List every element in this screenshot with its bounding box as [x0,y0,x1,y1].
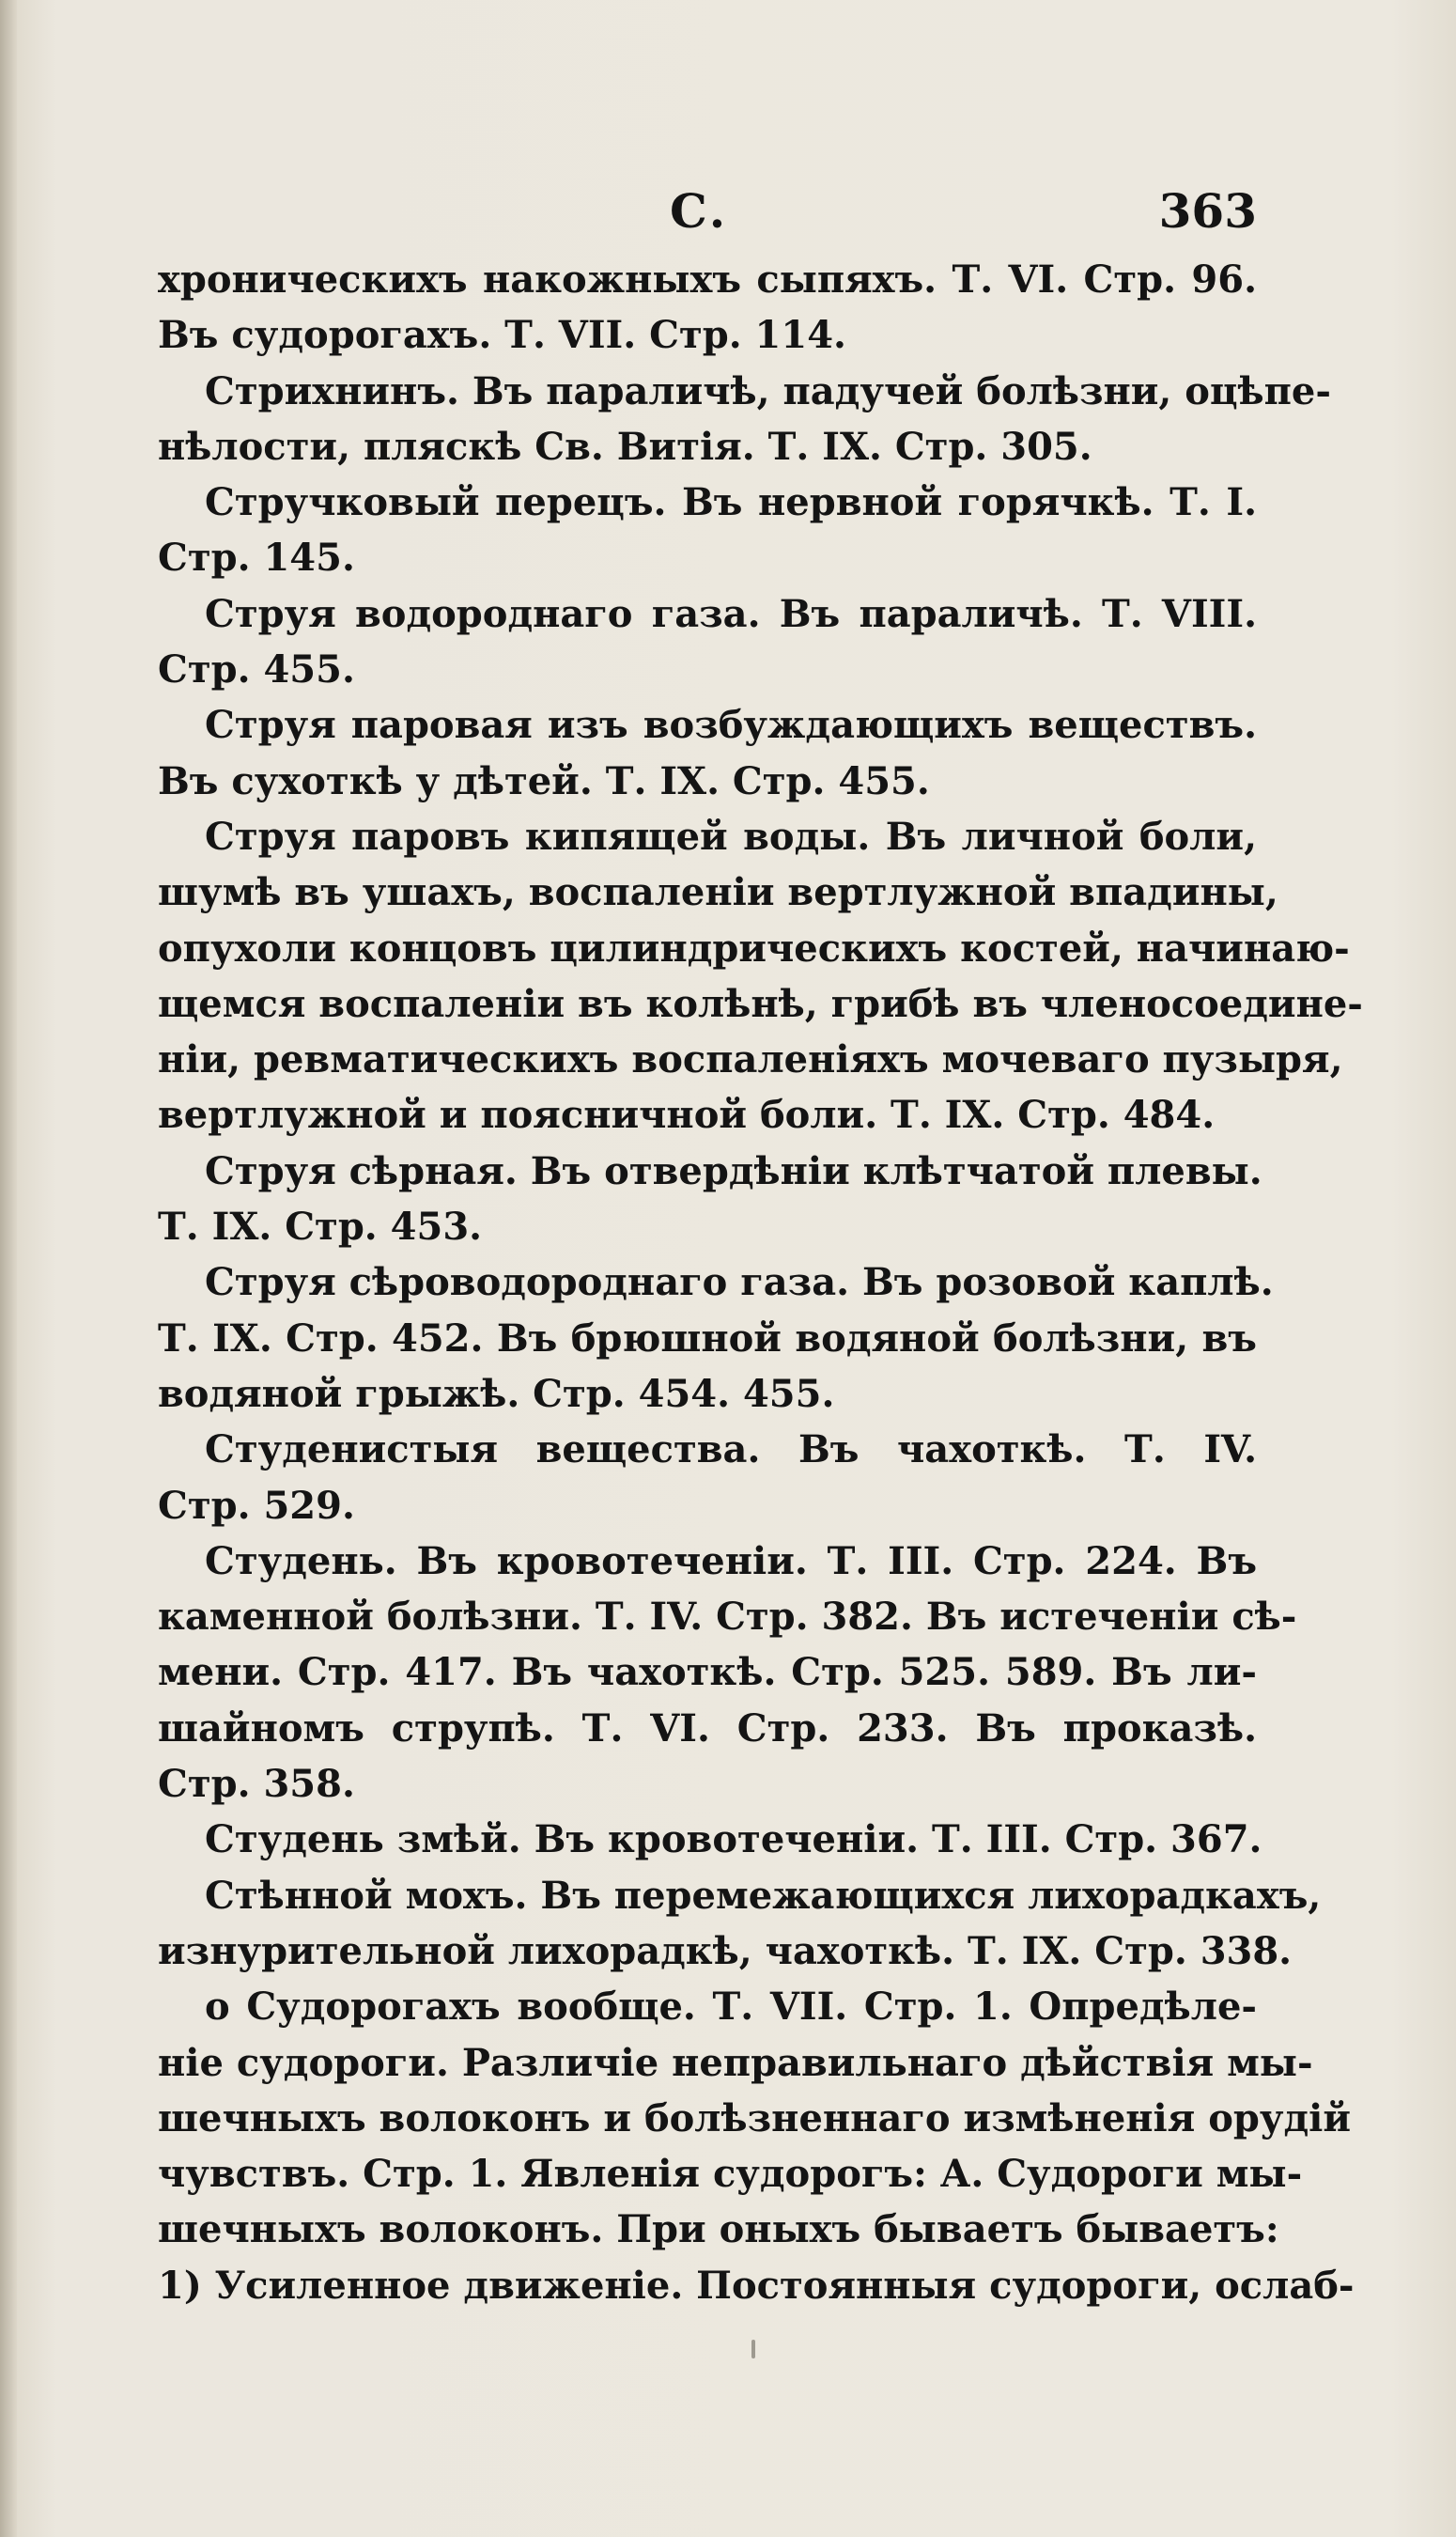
text-line: Т. IX. Стр. 453. [158,1205,483,1250]
index-entry-line: Стручковый перецъ. Въ нервной горячкѣ. Т. I. [205,480,1257,525]
index-entry-line: Студень змѣй. Въ кровотеченіи. Т. III. Стр. 367. [205,1817,1262,1862]
text-line: Стр. 358. [158,1762,355,1807]
page-binding-edge [0,0,17,2537]
text-line: мени. Стр. 417. Въ чахоткѣ. Стр. 525. 589. Въ ли- [158,1650,1257,1695]
text-line: Стр. 455. [158,647,355,693]
text-line: шайномъ струпѣ. Т. VI. Стр. 233. Въ проказѣ. [158,1705,1257,1751]
text-line: 1) Усиленное движеніе. Постоянныя судороги, ослаб- [158,2263,1355,2308]
text-line: изнурительной лихорадкѣ, чахоткѣ. Т. IX. Стр. 338. [158,1928,1293,1973]
text-line: Въ сухоткѣ у дѣтей. Т. IX. Стр. 455. [158,758,930,803]
text-line: хроническихъ накожныхъ сыпяхъ. Т. VI. Стр. 96. [158,257,1257,302]
index-entry-line: Стрихнинъ. Въ параличѣ, падучей болѣзни, оцѣпе- [205,368,1331,413]
text-line: опухоли концовъ цилиндрическихъ костей, начинаю- [158,926,1350,971]
text-line: вертлужной и поясничной боли. Т. IX. Стр. 484. [158,1093,1216,1138]
text-line: Въ судорогахъ. Т. VII. Стр. 114. [158,313,846,358]
page-number: 363 [1158,183,1257,239]
text-line: Стр. 529. [158,1483,355,1528]
text-line: щемся воспаленіи въ колѣнѣ, грибѣ въ членосоедине- [158,981,1363,1026]
text-line: нѣлости, пляскѣ Св. Витія. Т. IX. Стр. 305. [158,424,1092,469]
text-line: шечныхъ волоконъ и болѣзненнаго измѣненія орудій [158,2095,1351,2140]
index-text [158,252,1363,2313]
text-line: водяной грыжѣ. Стр. 454. 455. [158,1371,835,1416]
text-line: каменной болѣзни. Т. IV. Стр. 382. Въ истеченіи сѣ- [158,1595,1297,1640]
index-entry-line: Струя водороднаго газа. Въ параличѣ. Т. VIII. [205,591,1257,636]
running-head: С. [670,183,728,239]
index-entry-line: Струя паровая изъ возбуждающихъ веществъ. [205,703,1257,748]
index-entry-line: о Судорогахъ вообще. Т. VII. Стр. 1. Опредѣле- [205,1984,1257,2030]
text-line: ніе судороги. Различіе неправильнаго дѣйствія мы- [158,2040,1313,2085]
ink-speck [751,2340,755,2358]
text-line: Стр. 145. [158,536,355,581]
text-line: Т. IX. Стр. 452. Въ брюшной водяной болѣзни, въ [158,1315,1257,1361]
index-entry-line: Стѣнной мохъ. Въ перемежающихся лихорадкахъ, [205,1873,1322,1918]
text-line: шечныхъ волоконъ. При оныхъ бываетъ бываетъ: [158,2207,1279,2252]
text-line: чувствъ. Стр. 1. Явленія судорогъ: А. Судороги мы- [158,2152,1303,2197]
text-line: шумѣ въ ушахъ, воспаленіи вертлужной впадины, [158,870,1278,915]
index-entry-line: Студень. Въ кровотеченіи. Т. III. Стр. 224. Въ [205,1538,1257,1583]
index-entry-line: Струя сѣрная. Въ отвердѣніи клѣтчатой плевы. [205,1148,1262,1193]
index-entry-line: Струя паровъ кипящей воды. Въ личной боли, [205,814,1257,859]
page-header [158,183,1257,249]
index-entry-line: Студенистыя вещества. Въ чахоткѣ. Т. IV. [205,1427,1257,1472]
text-line: ніи, ревматическихъ воспаленіяхъ мочеваго пузыря, [158,1037,1343,1082]
index-entry-line: Струя сѣроводороднаго газа. Въ розовой каплѣ. [205,1260,1274,1305]
